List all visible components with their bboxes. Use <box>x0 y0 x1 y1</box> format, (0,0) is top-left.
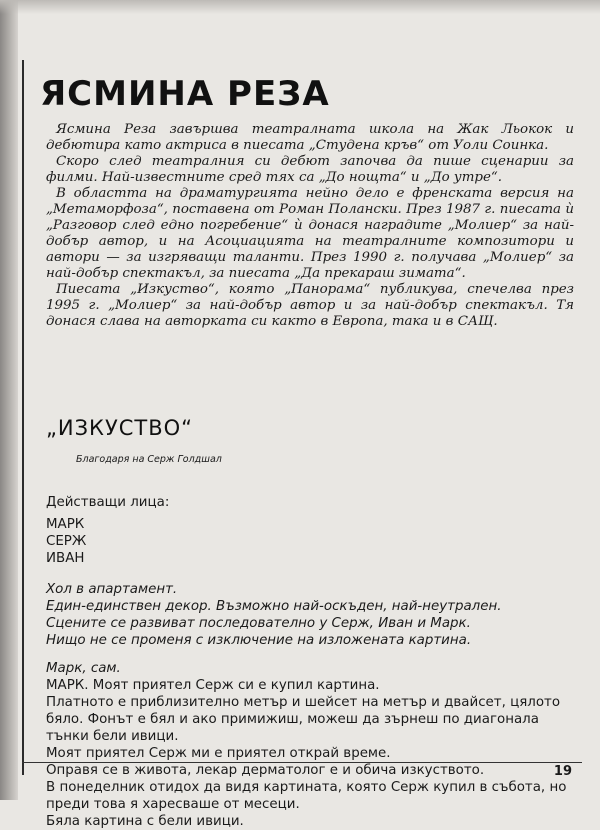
monologue-line: Оправя се в живота, лекар дерматолог е и обича изкуството. <box>46 763 485 778</box>
character-item: МАРК <box>46 517 85 532</box>
setting-line: Нищо не се променя с изключение на изложената картина. <box>46 633 472 648</box>
stage-direction: Марк, сам. <box>46 661 121 676</box>
setting-description <box>46 581 574 649</box>
setting-line: Сцените се развиват последователно у Серж, Иван и Марк. <box>46 616 471 631</box>
left-margin-rule <box>22 60 24 775</box>
scene-text <box>46 660 574 830</box>
bio-paragraph: Скоро след театралния си дебют започва да пише сценарии за филми. Най-известните сред тях са „До нощта“ и „До утре“. <box>46 154 574 185</box>
bottom-rule <box>22 762 582 763</box>
characters-heading: Действащи лица: <box>46 495 170 510</box>
character-item: СЕРЖ <box>46 534 87 549</box>
bio-paragraph: В областта на драматургията нейно дело е френската версия на „Метаморфоза“, поставена от Роман Полански. През 1987 г. пиесата ѝ „Разговор след едно погребение“ ѝ донася наградите „Молиер“ за най-добър автор, и на Асоциацията на театралните композитори и автори — за изгряващи таланти. През 1990 г. получава „Молиер“ за най-добър спектакъл, за пиесата „Да прекараш зимата“. <box>46 186 574 281</box>
character-list <box>46 516 574 567</box>
bio-paragraph: Пиесата „Изкуство“, която „Панорама“ публикува, спечелва през 1995 г. „Молиер“ за най-добър автор и за най-добър спектакъл. Тя донася слава на авторката си както в Европа, така и в САЩ. <box>46 282 574 329</box>
author-bio <box>46 122 574 330</box>
acknowledgement: Благодаря на Серж Голдшал <box>76 454 222 465</box>
page-binding-shadow <box>0 0 18 800</box>
monologue-line: В понеделник отидох да видя картината, която Серж купил в събота, но преди това я харесваше от месеци. <box>46 780 567 812</box>
monologue-line: Моят приятел Серж ми е приятел открай време. <box>46 746 391 761</box>
bio-paragraph: Ясмина Реза завършва театралната школа на Жак Льокок и дебютира като актриса в пиесата „Студена кръв“ от Уоли Соинка. <box>46 122 574 153</box>
page-content <box>40 58 574 830</box>
top-shadow <box>0 0 600 14</box>
page-number: 19 <box>553 764 572 779</box>
setting-line: Един-единствен декор. Възможно най-оскъден, най-неутрален. <box>46 599 502 614</box>
monologue-line: МАРК. Моят приятел Серж си е купил картина. <box>46 678 380 693</box>
monologue-line: Платното е приблизително метър и шейсет на метър и двайсет, цялото бяло. Фонът е бял и ако примижиш, можеш да зърнеш по диагонала тънки бели ивици. <box>46 695 561 744</box>
character-item: ИВАН <box>46 551 85 566</box>
play-title: „ИЗКУСТВО“ <box>46 416 194 440</box>
monologue-line: Бяла картина с бели ивици. <box>46 814 244 829</box>
page-title: ЯСМИНА РЕЗА <box>40 74 330 114</box>
setting-line: Хол в апартамент. <box>46 582 178 597</box>
